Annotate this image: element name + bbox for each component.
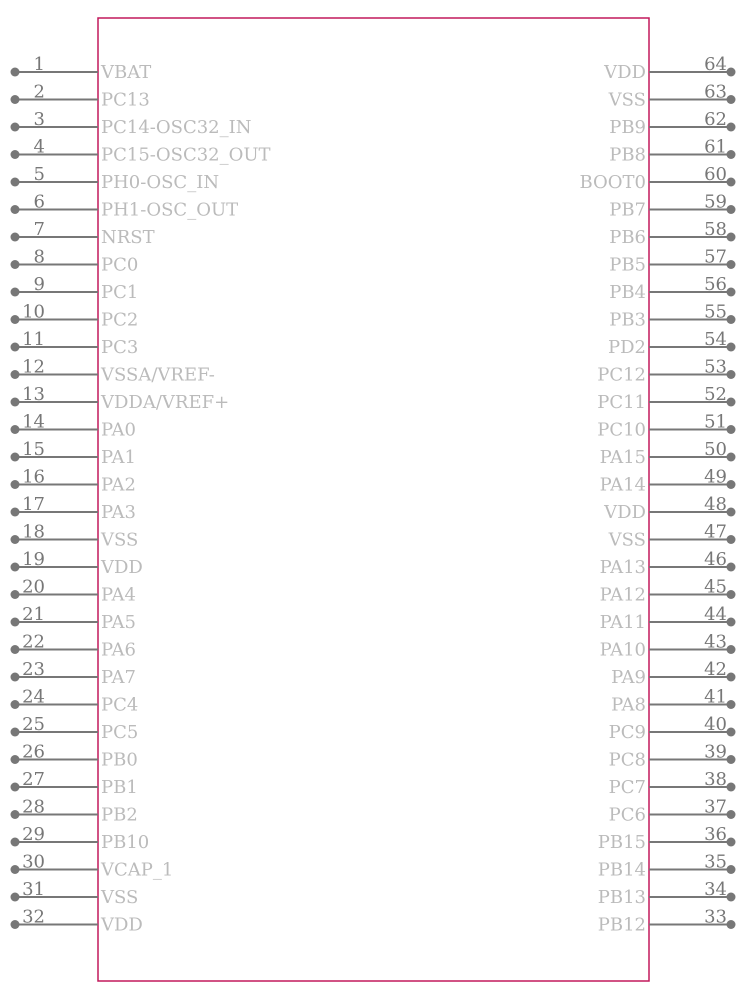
pin-name: PC9 (608, 722, 646, 743)
left-pin (11, 192, 239, 221)
pin-number: 10 (22, 301, 45, 323)
left-pin (11, 247, 139, 276)
left-pin (11, 357, 215, 386)
right-pin (600, 604, 736, 633)
left-pin (11, 577, 136, 606)
pin-name: PA11 (599, 612, 646, 633)
pin-number: 11 (22, 329, 45, 350)
pin-endpoint-dot (727, 755, 736, 764)
pin-name: PD2 (608, 337, 646, 358)
right-pin (598, 852, 736, 881)
left-pin (11, 384, 230, 413)
pin-number: 50 (704, 439, 727, 460)
pin-name: PC12 (597, 364, 646, 386)
left-pin (11, 797, 138, 826)
pin-endpoint-dot (11, 315, 20, 324)
right-pin (600, 467, 736, 496)
pin-name: PA7 (101, 667, 136, 688)
pin-endpoint-dot (727, 920, 736, 929)
pin-endpoint-dot (11, 453, 20, 462)
pin-number: 55 (704, 301, 727, 323)
right-pin (609, 192, 735, 221)
right-pin (597, 357, 735, 386)
pin-name: VSS (101, 529, 139, 551)
pin-endpoint-dot (727, 68, 736, 77)
pin-endpoint-dot (11, 838, 20, 847)
pin-endpoint-dot (11, 480, 20, 489)
left-pin (11, 824, 150, 853)
pin-name: VSS (101, 887, 139, 908)
pin-name: PC2 (101, 309, 139, 331)
right-pin (611, 687, 735, 716)
pin-name: PC13 (101, 89, 150, 111)
pin-name: PB8 (609, 144, 646, 166)
pin-endpoint-dot (11, 810, 20, 819)
pin-number: 16 (22, 466, 45, 488)
pin-endpoint-dot (11, 700, 20, 709)
pin-name: VDD (604, 502, 646, 523)
pin-number: 26 (22, 741, 45, 763)
pin-name: PB6 (609, 227, 646, 248)
left-pin (11, 604, 136, 633)
pin-number: 19 (22, 549, 45, 570)
left-pin (11, 742, 138, 771)
pin-endpoint-dot (727, 563, 736, 572)
pin-endpoint-dot (727, 893, 736, 902)
pin-number: 61 (704, 136, 727, 158)
pin-name: PA6 (101, 639, 136, 661)
pin-endpoint-dot (11, 398, 20, 407)
pin-endpoint-dot (727, 343, 736, 352)
pin-name: VSSA/VREF- (101, 364, 215, 386)
right-pin (598, 879, 736, 908)
pin-name: PC1 (101, 282, 139, 303)
pin-endpoint-dot (727, 288, 736, 297)
pin-name: PC6 (608, 804, 646, 826)
right-pin (603, 494, 735, 523)
pin-number: 8 (33, 246, 45, 268)
pin-number: 46 (704, 549, 727, 570)
pin-name: PC8 (608, 749, 646, 771)
pin-endpoint-dot (727, 315, 736, 324)
left-pin (11, 329, 139, 358)
pin-number: 36 (704, 824, 727, 845)
pin-endpoint-dot (727, 645, 736, 654)
pin-name: PA8 (611, 694, 646, 716)
pin-number: 40 (704, 714, 727, 735)
left-pin (11, 879, 139, 908)
right-pin (609, 714, 736, 743)
pin-number: 47 (704, 521, 727, 543)
pin-name: PA13 (599, 557, 646, 578)
left-pin (11, 714, 139, 743)
pin-name: PC11 (597, 392, 646, 413)
pin-name: PB2 (101, 804, 138, 826)
pin-name: PB12 (597, 914, 646, 936)
pin-name: PB3 (609, 309, 646, 331)
pin-name: PA12 (599, 584, 646, 606)
left-pin (11, 687, 139, 716)
pin-number: 6 (33, 191, 45, 213)
pin-endpoint-dot (11, 205, 20, 214)
pin-name: PB13 (597, 887, 646, 908)
pin-number: 35 (704, 851, 727, 873)
right-pin (598, 824, 736, 853)
pin-endpoint-dot (727, 123, 736, 132)
left-pin (11, 494, 136, 523)
pin-endpoint-dot (727, 260, 736, 269)
left-pin (11, 769, 138, 798)
pin-endpoint-dot (11, 288, 20, 297)
right-pin (600, 439, 736, 468)
right-pin (603, 54, 735, 83)
pin-number: 56 (704, 274, 727, 295)
pin-number: 12 (22, 356, 45, 378)
pin-name: PC15-OSC32_OUT (101, 144, 271, 166)
left-pin (11, 439, 136, 468)
pin-endpoint-dot (727, 865, 736, 874)
pin-endpoint-dot (11, 68, 20, 77)
pin-name: PH1-OSC_OUT (101, 199, 239, 221)
pin-endpoint-dot (727, 673, 736, 682)
pin-number: 42 (704, 659, 727, 680)
pin-endpoint-dot (727, 700, 736, 709)
pin-number: 20 (22, 576, 45, 598)
pin-number: 51 (704, 411, 727, 433)
pin-number: 48 (704, 494, 727, 515)
pin-endpoint-dot (11, 590, 20, 599)
pin-number: 57 (704, 246, 727, 268)
pin-name: VSS (608, 89, 646, 111)
left-pin (11, 274, 139, 303)
pin-endpoint-dot (727, 398, 736, 407)
pin-name: BOOT0 (579, 172, 646, 193)
pin-endpoint-dot (11, 370, 20, 379)
pin-number: 38 (704, 769, 727, 790)
pin-endpoint-dot (727, 150, 736, 159)
pin-name: PB1 (101, 777, 138, 798)
right-pin (609, 769, 736, 798)
pin-name: PC3 (101, 337, 139, 358)
pin-name: PC5 (101, 722, 139, 743)
pin-endpoint-dot (11, 508, 20, 517)
right-pin (609, 302, 735, 331)
pin-number: 5 (33, 164, 45, 185)
pin-endpoint-dot (11, 755, 20, 764)
right-pin (608, 329, 736, 358)
right-pin (609, 109, 735, 138)
pin-name: PA3 (101, 502, 136, 523)
right-pin (597, 384, 735, 413)
pin-endpoint-dot (11, 178, 20, 187)
left-pin (11, 412, 136, 441)
pin-name: PA15 (599, 447, 646, 468)
pin-name: PA5 (101, 612, 136, 633)
pin-endpoint-dot (11, 673, 20, 682)
pin-endpoint-dot (11, 150, 20, 159)
right-pin (600, 577, 736, 606)
pin-number: 24 (22, 686, 45, 708)
pin-number: 39 (704, 741, 727, 763)
left-pin (11, 522, 139, 551)
pin-name: PB5 (609, 254, 646, 276)
pin-name: VCAP_1 (101, 859, 174, 881)
pin-endpoint-dot (727, 425, 736, 434)
right-pin (608, 522, 736, 551)
pin-name: VDD (604, 62, 646, 83)
pin-name: VDD (101, 557, 143, 578)
pin-endpoint-dot (727, 178, 736, 187)
pin-number: 18 (22, 521, 45, 543)
left-pin (11, 632, 136, 661)
pin-number: 15 (22, 439, 45, 460)
pin-endpoint-dot (727, 728, 736, 737)
pin-name: PC10 (597, 419, 646, 441)
pin-number: 33 (704, 906, 727, 928)
right-pin (579, 164, 735, 193)
pin-name: VDD (101, 914, 143, 936)
pin-number: 30 (22, 851, 45, 873)
pin-number: 54 (704, 329, 727, 350)
pin-name: PA9 (611, 667, 646, 688)
pin-endpoint-dot (727, 233, 736, 242)
pin-name: PA4 (101, 584, 136, 606)
right-pin (609, 219, 735, 248)
pin-number: 3 (33, 109, 45, 130)
pin-number: 34 (704, 879, 727, 900)
left-pin (11, 82, 150, 111)
pin-number: 64 (704, 54, 727, 75)
pin-endpoint-dot (11, 260, 20, 269)
right-pin (609, 797, 736, 826)
pin-number: 4 (33, 136, 45, 158)
pin-name: PA10 (599, 639, 646, 661)
left-pin (11, 659, 136, 688)
pin-endpoint-dot (727, 508, 736, 517)
pin-endpoint-dot (727, 205, 736, 214)
right-pin (609, 137, 735, 166)
pin-number: 13 (22, 384, 45, 405)
pin-number: 41 (704, 686, 727, 708)
pin-number: 7 (33, 219, 45, 240)
pin-name: PC7 (608, 777, 646, 798)
pin-endpoint-dot (727, 95, 736, 104)
pin-name: PB9 (609, 117, 646, 138)
pin-name: PC14-OSC32_IN (101, 117, 252, 138)
pin-number: 14 (22, 411, 45, 433)
pin-endpoint-dot (11, 95, 20, 104)
pin-endpoint-dot (11, 728, 20, 737)
pin-number: 62 (704, 109, 727, 130)
pin-number: 22 (22, 631, 45, 653)
pin-endpoint-dot (11, 123, 20, 132)
right-pin (597, 412, 735, 441)
left-pin (11, 54, 152, 83)
pin-number: 27 (22, 769, 45, 790)
pin-number: 1 (33, 54, 45, 75)
pin-name: PB15 (597, 832, 646, 853)
left-pin (11, 467, 136, 496)
pin-name: VSS (608, 529, 646, 551)
pin-name: PC0 (101, 254, 139, 276)
right-pin (609, 274, 735, 303)
pin-name: PC4 (101, 694, 139, 716)
pin-endpoint-dot (727, 810, 736, 819)
pin-number: 25 (22, 714, 45, 735)
right-pin-group (579, 54, 735, 936)
right-pin (609, 742, 736, 771)
pin-number: 2 (33, 81, 45, 103)
pin-endpoint-dot (11, 535, 20, 544)
pin-number: 59 (704, 191, 727, 213)
right-pin (600, 632, 736, 661)
left-pin (11, 109, 252, 138)
pin-name: PB7 (609, 199, 646, 221)
left-pin (11, 852, 174, 881)
pin-number: 9 (33, 274, 45, 295)
pin-name: PB0 (101, 749, 138, 771)
pin-number: 43 (704, 631, 727, 653)
pin-number: 23 (22, 659, 45, 680)
pin-endpoint-dot (11, 893, 20, 902)
left-pin (11, 302, 139, 331)
right-pin (598, 907, 736, 936)
pin-number: 17 (22, 494, 45, 515)
pin-name: NRST (101, 227, 155, 248)
pin-endpoint-dot (11, 645, 20, 654)
right-pin (611, 659, 735, 688)
pin-endpoint-dot (727, 838, 736, 847)
pin-number: 60 (704, 164, 727, 185)
left-pin (11, 164, 220, 193)
pin-name: PA1 (101, 447, 136, 468)
pin-number: 28 (22, 796, 45, 818)
right-pin (608, 82, 736, 111)
pin-number: 52 (704, 384, 727, 405)
pin-endpoint-dot (11, 920, 20, 929)
pin-name: PA2 (101, 474, 136, 496)
pin-number: 29 (22, 824, 45, 845)
pin-number: 49 (704, 466, 727, 488)
pin-number: 44 (704, 604, 727, 625)
pin-endpoint-dot (11, 865, 20, 874)
pin-name: PA0 (101, 419, 136, 441)
right-pin (600, 549, 736, 578)
pin-endpoint-dot (11, 425, 20, 434)
pin-name: VDDA/VREF+ (101, 392, 230, 413)
pin-number: 45 (704, 576, 727, 598)
pin-endpoint-dot (727, 783, 736, 792)
pin-name: PB10 (101, 832, 150, 853)
pin-number: 31 (22, 879, 45, 900)
left-pin-group (11, 54, 271, 936)
left-pin (11, 219, 155, 248)
left-pin (11, 549, 143, 578)
pin-number: 21 (22, 604, 45, 625)
pin-endpoint-dot (727, 453, 736, 462)
pin-endpoint-dot (727, 618, 736, 627)
left-pin (11, 137, 271, 166)
pin-endpoint-dot (11, 233, 20, 242)
pin-endpoint-dot (11, 618, 20, 627)
pin-number: 58 (704, 219, 727, 240)
pin-endpoint-dot (727, 480, 736, 489)
pin-number: 63 (704, 81, 727, 103)
pin-name: PA14 (599, 474, 646, 496)
pin-endpoint-dot (11, 563, 20, 572)
pin-name: PH0-OSC_IN (101, 172, 220, 193)
pin-number: 53 (704, 356, 727, 378)
right-pin (609, 247, 735, 276)
pin-name: PB4 (609, 282, 646, 303)
pin-name: PB14 (597, 859, 646, 881)
pin-number: 32 (22, 906, 45, 928)
pin-name: VBAT (101, 62, 152, 83)
pin-endpoint-dot (727, 590, 736, 599)
left-pin (11, 907, 143, 936)
pin-number: 37 (704, 796, 727, 818)
pin-endpoint-dot (727, 535, 736, 544)
pin-endpoint-dot (727, 370, 736, 379)
pin-endpoint-dot (11, 783, 20, 792)
pin-endpoint-dot (11, 343, 20, 352)
